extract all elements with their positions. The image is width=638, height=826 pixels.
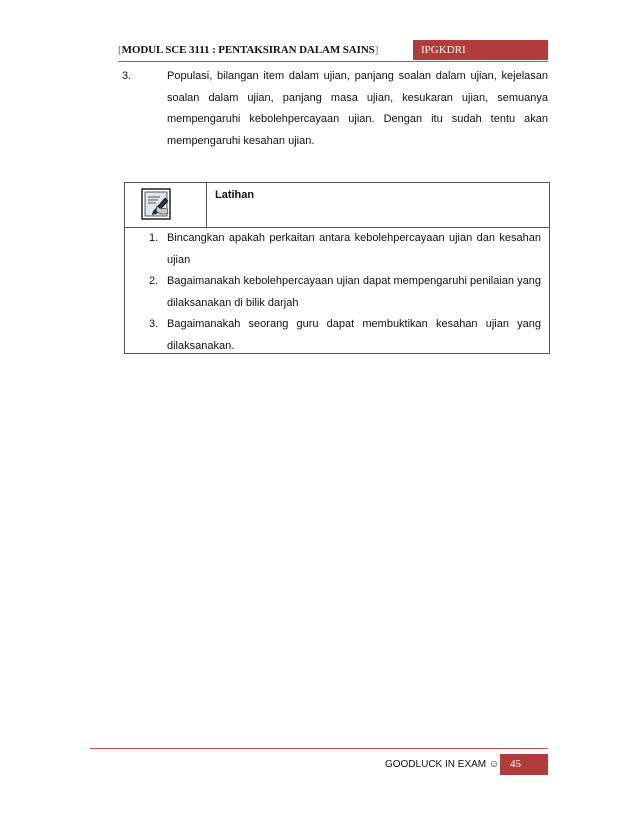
question-number: 2. [149,275,159,287]
close-bracket: ] [374,44,379,56]
question-text: Bagaimanakah seorang guru dapat membuktikan kesahan ujian yang dilaksanakan. [167,318,541,352]
list-item [133,314,541,357]
module-title-text: MODUL SCE 3111 : PENTAKSIRAN DALAM SAINS [121,44,375,56]
question-number: 1. [149,232,159,244]
open-bracket: [ [118,44,122,56]
list-item [133,228,541,271]
exercise-box [124,182,550,354]
page-header [118,40,548,60]
list-item [133,271,541,314]
exercise-title: Latihan [215,189,255,201]
page-number: 45 [500,754,548,775]
paragraph-text: Populasi, bilangan item dalam ujian, panjang soalan dalam ujian, kejelasan soalan dalam ujian, panjang masa ujian, kesukaran ujian, semuanya mempengaruhi kebolehpercayaan ujian. Dengan itu sudah tentu akan mempengaruhi kesahan ujian. [167,70,548,147]
module-title [118,40,378,60]
question-list [133,228,541,357]
header-rule [118,61,548,62]
writing-hand-icon [141,188,171,220]
question-text: Bincangkan apakah perkaitan antara kebolehpercayaan ujian dan kesahan ujian [167,232,541,266]
exercise-icon-cell [125,183,207,228]
paragraph-number: 3. [122,70,132,82]
question-text: Bagaimanakah kebolehpercayaan ujian dapat mempengaruhi penilaian yang dilaksanakan di bilik darjah [167,275,541,309]
footer-rule [90,748,548,749]
footer-text: GOODLUCK IN EXAM ☺ [385,759,500,770]
question-number: 3. [149,318,159,330]
institution-badge: IPGKDRI [413,40,548,60]
exercise-title-cell [207,183,549,228]
